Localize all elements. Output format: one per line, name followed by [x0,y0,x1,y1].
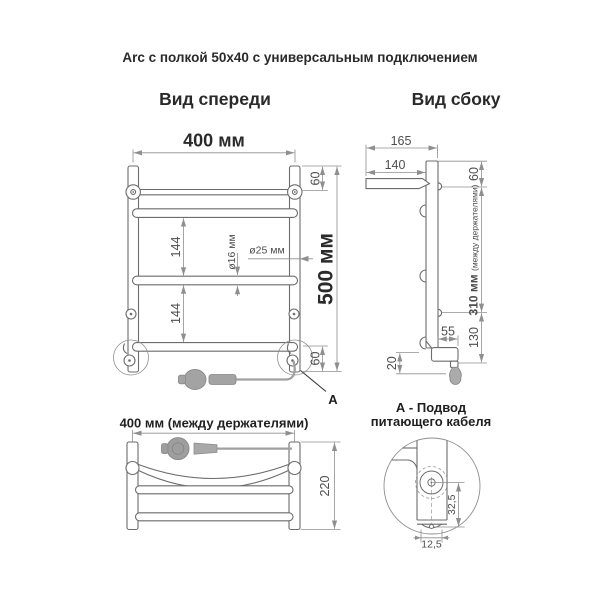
dim-side-bottom-depth-label: 55 [441,324,455,339]
dim-post-diameter-label: ø25 мм [249,244,285,257]
front-view-heading: Вид спереди [159,89,271,109]
dim-detail-vertical-label: 32,5 [446,494,458,516]
middle-rung [133,276,298,285]
dim-front-height-label: 500 мм [314,233,338,305]
dim-rung-gap-upper-label: 144 [169,236,183,258]
dim-side-cable-drop-label: 20 [385,356,399,371]
dim-front-top-bracket-label: 60 [308,171,323,186]
shelf-profile [366,179,430,189]
side-view-heading: Вид сбоку [411,89,501,109]
dim-side-shelf-depth-label: 140 [384,158,406,172]
plug-stem-top [194,443,217,454]
dim-side-top-bracket-label: 60 [467,167,481,181]
plug-icon-top [167,438,189,460]
detail-caption-line2: питающего кабеля [370,414,492,429]
dim-top-width-label: 400 мм (между держателями) [119,415,309,431]
drawing-title: Arc с полкой 50x40 с универсальным подключением [122,50,478,65]
dim-side-bracket-span-note: (между держателями) [469,184,480,271]
svg-text:310 мм (между держателями) [467,184,481,315]
dim-front-width-label: 400 мм [183,130,245,151]
dim-detail-horizontal-label: 12,5 [421,538,442,551]
shelf-bar [133,209,298,218]
dim-top-depth-label: 220 [318,475,332,497]
plug-icon [184,370,206,390]
cable-drop-icon [449,367,461,384]
dim-side-total-depth-label: 165 [390,133,412,148]
dim-side-bottom-bracket-label: 130 [467,327,481,348]
detail-caption-line1: А - Подвод [395,400,467,415]
bottom-rung [133,343,298,352]
detail-marker-label: А [328,392,338,407]
dim-front-bottom-bracket-label: 60 [308,351,323,366]
dim-side-bracket-span-label: 310 мм [466,270,481,316]
plug-stem [209,375,236,385]
dim-rung-gap-lower-label: 144 [169,303,183,324]
dim-rung-diameter-label: ø16 мм [226,234,238,270]
